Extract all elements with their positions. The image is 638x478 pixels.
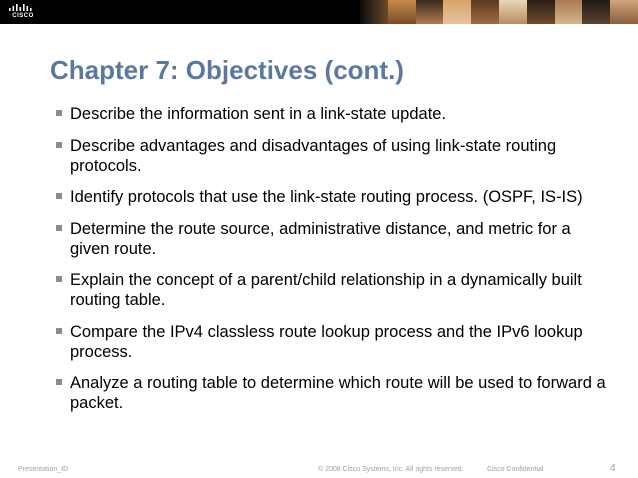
square-bullet-icon (56, 225, 62, 231)
objective-item (50, 104, 610, 124)
footer-copyright: © 2008 Cisco Systems, Inc. All rights reserved. (318, 466, 464, 473)
header-bar (0, 0, 638, 24)
photo-tile (582, 0, 610, 24)
footer-presentation-id: Presentation_ID (18, 466, 69, 473)
objective-text: Compare the IPv4 classless route lookup process and the IPv6 lookup process. (70, 322, 583, 361)
objective-item (50, 270, 610, 310)
objective-item (50, 187, 610, 207)
slide-title: Chapter 7: Objectives (cont.) (50, 55, 404, 85)
square-bullet-icon (56, 328, 62, 334)
photo-tile (610, 0, 638, 24)
photo-tile (388, 0, 416, 24)
page-number: 4 (610, 463, 616, 474)
cisco-logo (7, 3, 37, 21)
objective-text: Describe advantages and disadvantages of using link-state routing protocols. (70, 136, 557, 175)
objective-item (50, 136, 610, 176)
cisco-bridge-logo-icon (7, 3, 37, 13)
photo-tile (416, 0, 444, 24)
photo-tile (499, 0, 527, 24)
objective-item (50, 322, 610, 362)
objective-text: Describe the information sent in a link-state update. (70, 105, 447, 123)
footer-confidential: Cisco Confidential (487, 466, 544, 473)
photo-tile (527, 0, 555, 24)
objective-item (50, 219, 610, 259)
photo-tile (471, 0, 499, 24)
photo-tile (443, 0, 471, 24)
photo-tile (555, 0, 583, 24)
objective-item (50, 373, 610, 413)
objective-text: Determine the route source, administrative distance, and metric for a given route. (70, 219, 571, 258)
square-bullet-icon (56, 110, 62, 116)
objective-text: Explain the concept of a parent/child relationship in a dynamically built routing table. (70, 271, 582, 309)
photo-tile (360, 0, 388, 24)
objective-text: Identify protocols that use the link-state routing process. (OSPF, IS-IS) (70, 188, 583, 206)
objective-text: Analyze a routing table to determine which route will be used to forward a packet. (70, 374, 606, 412)
square-bullet-icon (56, 142, 62, 148)
people-photo-strip (360, 0, 638, 24)
objectives-list (50, 104, 610, 425)
square-bullet-icon (56, 379, 62, 385)
cisco-logo-text: CISCO (12, 13, 34, 19)
square-bullet-icon (56, 276, 62, 282)
square-bullet-icon (56, 193, 62, 199)
